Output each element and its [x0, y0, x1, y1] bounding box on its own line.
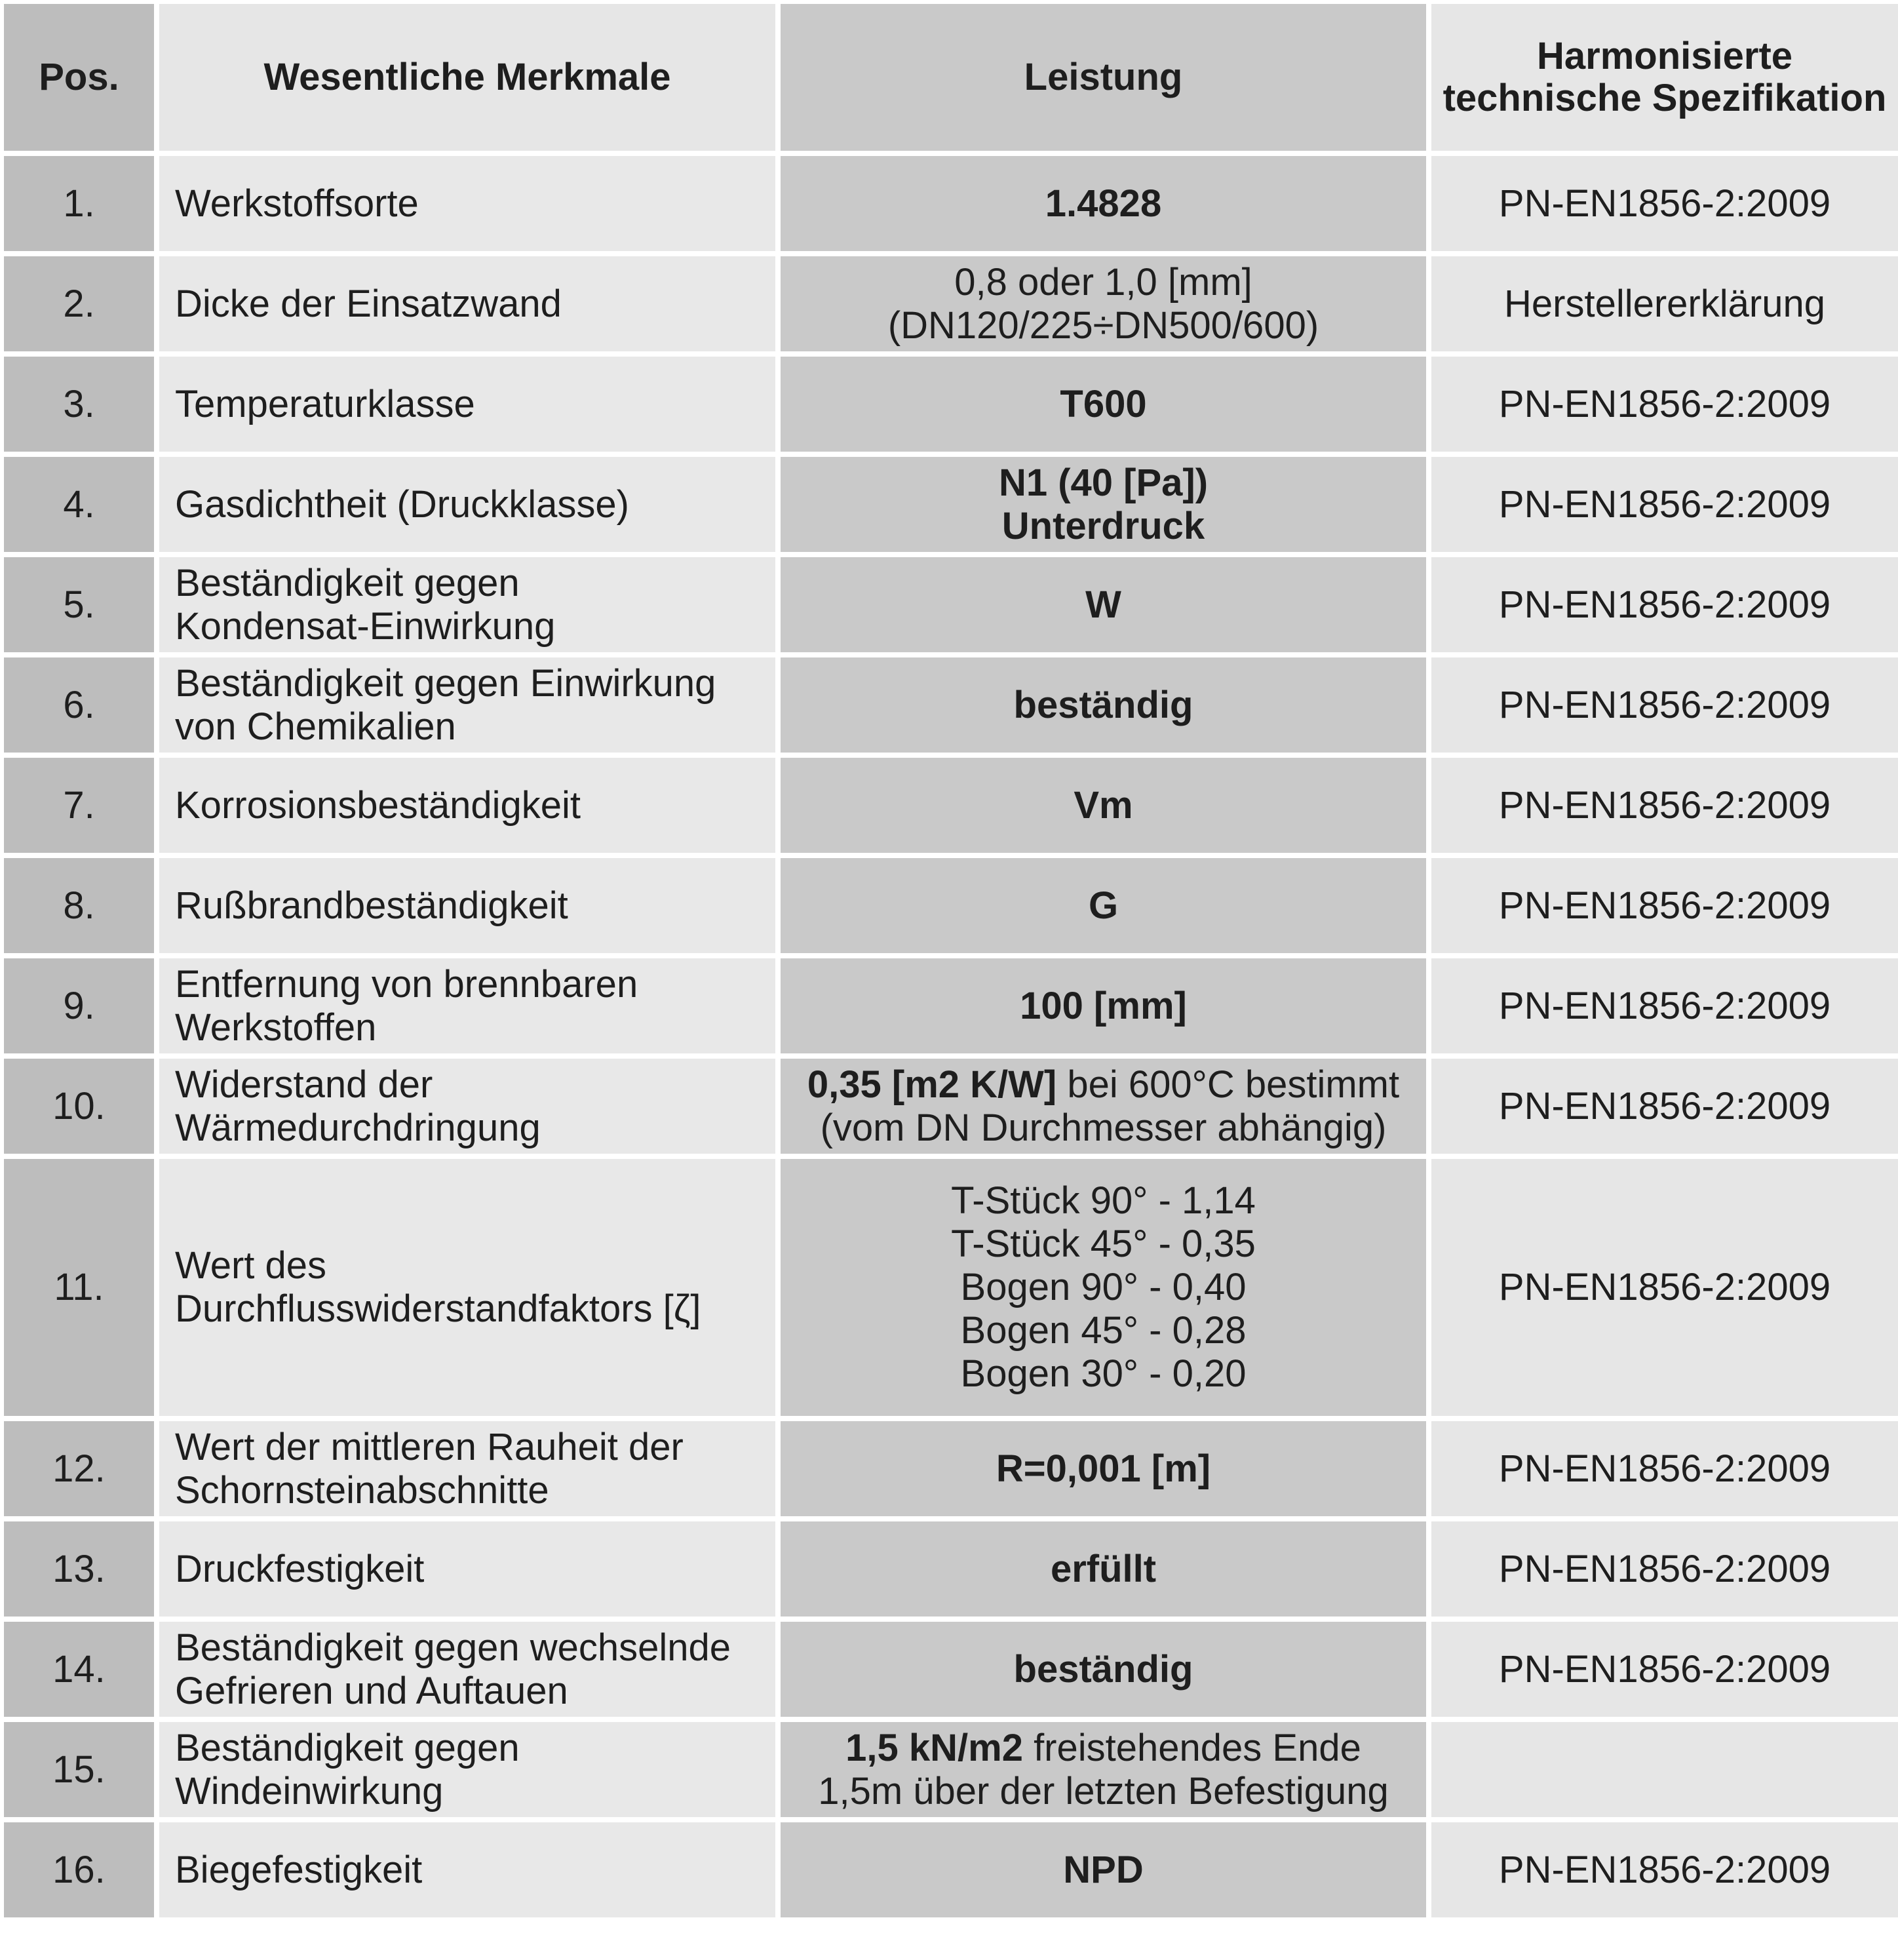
row-spec: PN-EN1856-2:2009	[1431, 1822, 1898, 1917]
row-performance	[781, 1722, 1426, 1817]
row-performance-text: Bogen 45° - 0,28	[960, 1309, 1247, 1352]
row-performance-bold: 1,5 kN/m2	[845, 1726, 1023, 1769]
table-row	[4, 758, 1898, 853]
row-performance-bold: 1.4828	[1045, 182, 1162, 225]
row-spec: PN-EN1856-2:2009	[1431, 1521, 1898, 1617]
row-performance	[781, 958, 1426, 1053]
table-row	[4, 958, 1898, 1053]
row-performance-bold: N1 (40 [Pa])	[998, 461, 1209, 504]
table-row	[4, 1822, 1898, 1917]
row-pos: 8.	[4, 858, 154, 953]
row-performance-line	[781, 684, 1426, 727]
row-performance-text: bei 600°C bestimmt	[1056, 1063, 1400, 1106]
row-performance-text: (vom DN Durchmesser abhängig)	[820, 1106, 1387, 1149]
table-row	[4, 1421, 1898, 1516]
row-performance-bold: beständig	[1013, 683, 1193, 726]
header-spec	[1431, 4, 1898, 151]
row-spec: PN-EN1856-2:2009	[1431, 1159, 1898, 1416]
table-row	[4, 1059, 1898, 1154]
row-performance-line	[781, 383, 1426, 426]
row-performance-bold: beständig	[1013, 1647, 1193, 1691]
row-feature-line: Wärmedurchdringung	[175, 1106, 541, 1149]
row-performance-bold: 0,35 [m2 K/W]	[807, 1063, 1057, 1106]
row-spec: PN-EN1856-2:2009	[1431, 858, 1898, 953]
table-row	[4, 156, 1898, 251]
table-row	[4, 1722, 1898, 1817]
row-spec: PN-EN1856-2:2009	[1431, 357, 1898, 452]
row-spec: PN-EN1856-2:2009	[1431, 156, 1898, 251]
row-feature-line: Werkstoffen	[175, 1006, 377, 1049]
row-feature	[159, 858, 775, 953]
row-spec: PN-EN1856-2:2009	[1431, 1622, 1898, 1717]
row-performance-bold: G	[1088, 884, 1119, 927]
table-row	[4, 858, 1898, 953]
row-performance-line	[781, 1727, 1426, 1770]
row-spec: PN-EN1856-2:2009	[1431, 457, 1898, 552]
row-performance-line	[781, 1107, 1426, 1150]
row-performance-line	[781, 1266, 1426, 1309]
row-spec	[1431, 1722, 1898, 1817]
row-performance-line	[781, 304, 1426, 347]
table-row	[4, 657, 1898, 753]
row-pos: 5.	[4, 557, 154, 652]
row-pos: 12.	[4, 1421, 154, 1516]
row-performance-bold: NPD	[1063, 1848, 1144, 1891]
row-performance-line	[781, 1648, 1426, 1691]
row-feature-line: Werkstoffsorte	[175, 182, 419, 225]
row-feature-line: Wert des	[175, 1244, 327, 1287]
row-spec: Herstellererklärung	[1431, 256, 1898, 351]
row-performance-line	[781, 505, 1426, 548]
row-feature-line: Temperaturklasse	[175, 382, 475, 425]
row-feature-line: Rußbrandbeständigkeit	[175, 884, 568, 927]
row-performance-bold: T600	[1060, 382, 1147, 425]
row-performance-line	[781, 1770, 1426, 1813]
table-header	[4, 4, 1898, 151]
row-feature-line: Kondensat-Einwirkung	[175, 604, 556, 648]
row-feature-line: Druckfestigkeit	[175, 1547, 425, 1590]
row-performance-line	[781, 1063, 1426, 1107]
row-spec: PN-EN1856-2:2009	[1431, 557, 1898, 652]
row-pos: 7.	[4, 758, 154, 853]
row-feature-line: Beständigkeit gegen wechselnde	[175, 1626, 731, 1669]
row-performance-text: freistehendes Ende	[1022, 1726, 1361, 1769]
row-feature-line: Windeinwirkung	[175, 1769, 444, 1813]
row-performance-line	[781, 1447, 1426, 1491]
row-feature-line: Gasdichtheit (Druckklasse)	[175, 482, 629, 526]
row-performance-line	[781, 985, 1426, 1028]
row-performance-text: Bogen 30° - 0,20	[960, 1352, 1247, 1395]
row-feature-line: Korrosionsbeständigkeit	[175, 783, 581, 827]
row-performance	[781, 156, 1426, 251]
row-feature	[159, 1722, 775, 1817]
row-feature-line: Entfernung von brennbaren	[175, 962, 638, 1006]
row-feature-line: Wert der mittleren Rauheit der	[175, 1425, 684, 1468]
row-feature	[159, 557, 775, 652]
row-pos: 4.	[4, 457, 154, 552]
row-feature	[159, 1159, 775, 1416]
row-performance	[781, 1159, 1426, 1416]
row-feature-line: Dicke der Einsatzwand	[175, 282, 562, 325]
header-row	[4, 4, 1898, 151]
row-feature	[159, 256, 775, 351]
row-feature-line: Widerstand der	[175, 1063, 433, 1106]
header-spec-line1: Harmonisierte	[1536, 35, 1793, 77]
row-feature-line: Beständigkeit gegen	[175, 561, 520, 604]
row-feature	[159, 1059, 775, 1154]
row-feature-line: Beständigkeit gegen Einwirkung	[175, 661, 716, 705]
table-row	[4, 457, 1898, 552]
header-feature: Wesentliche Merkmale	[159, 4, 775, 151]
row-performance	[781, 657, 1426, 753]
row-performance-text: 0,8 oder 1,0 [mm]	[954, 260, 1252, 304]
row-feature-line: Schornsteinabschnitte	[175, 1468, 549, 1512]
row-performance-bold: Unterdruck	[1001, 504, 1205, 547]
header-performance: Leistung	[781, 4, 1426, 151]
header-pos: Pos.	[4, 4, 154, 151]
row-pos: 6.	[4, 657, 154, 753]
row-spec: PN-EN1856-2:2009	[1431, 1421, 1898, 1516]
row-performance-line	[781, 884, 1426, 928]
row-spec: PN-EN1856-2:2009	[1431, 657, 1898, 753]
row-pos: 13.	[4, 1521, 154, 1617]
table-row	[4, 1521, 1898, 1617]
row-performance	[781, 758, 1426, 853]
row-performance	[781, 1059, 1426, 1154]
row-feature	[159, 156, 775, 251]
row-performance-line	[781, 1179, 1426, 1223]
row-spec: PN-EN1856-2:2009	[1431, 758, 1898, 853]
row-performance	[781, 457, 1426, 552]
table-row	[4, 1159, 1898, 1416]
row-performance-line	[781, 784, 1426, 827]
row-pos: 15.	[4, 1722, 154, 1817]
table-row	[4, 1622, 1898, 1717]
row-performance-text: (DN120/225÷DN500/600)	[887, 304, 1319, 347]
row-feature-line: Beständigkeit gegen	[175, 1726, 520, 1769]
row-feature-line: Biegefestigkeit	[175, 1848, 423, 1891]
table-body	[4, 156, 1898, 1917]
table-row	[4, 357, 1898, 452]
row-performance-text: T-Stück 45° - 0,35	[951, 1223, 1256, 1265]
row-spec: PN-EN1856-2:2009	[1431, 1059, 1898, 1154]
row-performance	[781, 1521, 1426, 1617]
row-pos: 1.	[4, 156, 154, 251]
row-performance-bold: erfüllt	[1050, 1547, 1157, 1590]
table-row	[4, 256, 1898, 351]
header-spec-line2: technische Spezifikation	[1443, 77, 1887, 119]
row-performance-line	[781, 261, 1426, 304]
row-feature	[159, 1421, 775, 1516]
row-spec: PN-EN1856-2:2009	[1431, 958, 1898, 1053]
row-pos: 9.	[4, 958, 154, 1053]
row-feature	[159, 758, 775, 853]
row-performance-text: T-Stück 90° - 1,14	[951, 1179, 1256, 1222]
row-feature	[159, 657, 775, 753]
row-pos: 16.	[4, 1822, 154, 1917]
row-performance	[781, 1421, 1426, 1516]
row-performance-bold: R=0,001 [m]	[996, 1447, 1211, 1490]
row-feature	[159, 1622, 775, 1717]
row-performance-bold: W	[1085, 583, 1121, 626]
row-feature	[159, 1822, 775, 1917]
row-feature-line: von Chemikalien	[175, 705, 456, 748]
row-feature-line: Durchflusswiderstandfaktors [ζ]	[175, 1287, 701, 1330]
row-performance-line	[781, 583, 1426, 627]
row-feature	[159, 457, 775, 552]
row-feature	[159, 357, 775, 452]
performance-table-container	[4, 4, 1893, 1956]
row-pos: 11.	[4, 1159, 154, 1416]
row-performance	[781, 256, 1426, 351]
row-performance	[781, 858, 1426, 953]
row-performance	[781, 1622, 1426, 1717]
row-performance-text: 1,5m über der letzten Befestigung	[818, 1769, 1389, 1813]
row-performance-line	[781, 1352, 1426, 1396]
row-performance-bold: Vm	[1074, 783, 1133, 827]
row-pos: 10.	[4, 1059, 154, 1154]
table-row	[4, 557, 1898, 652]
row-performance-line	[781, 1309, 1426, 1352]
row-performance	[781, 357, 1426, 452]
row-pos: 14.	[4, 1622, 154, 1717]
row-feature-line: Gefrieren und Auftauen	[175, 1669, 568, 1712]
row-performance-text: Bogen 90° - 0,40	[960, 1266, 1247, 1308]
row-performance-line	[781, 1849, 1426, 1892]
row-performance-line	[781, 461, 1426, 505]
row-performance	[781, 1822, 1426, 1917]
row-performance-bold: 100 [mm]	[1020, 984, 1187, 1027]
row-performance-line	[781, 1223, 1426, 1266]
row-feature	[159, 958, 775, 1053]
row-pos: 2.	[4, 256, 154, 351]
row-feature	[159, 1521, 775, 1617]
row-pos: 3.	[4, 357, 154, 452]
row-performance	[781, 557, 1426, 652]
row-performance-line	[781, 1548, 1426, 1591]
row-performance-line	[781, 182, 1426, 225]
